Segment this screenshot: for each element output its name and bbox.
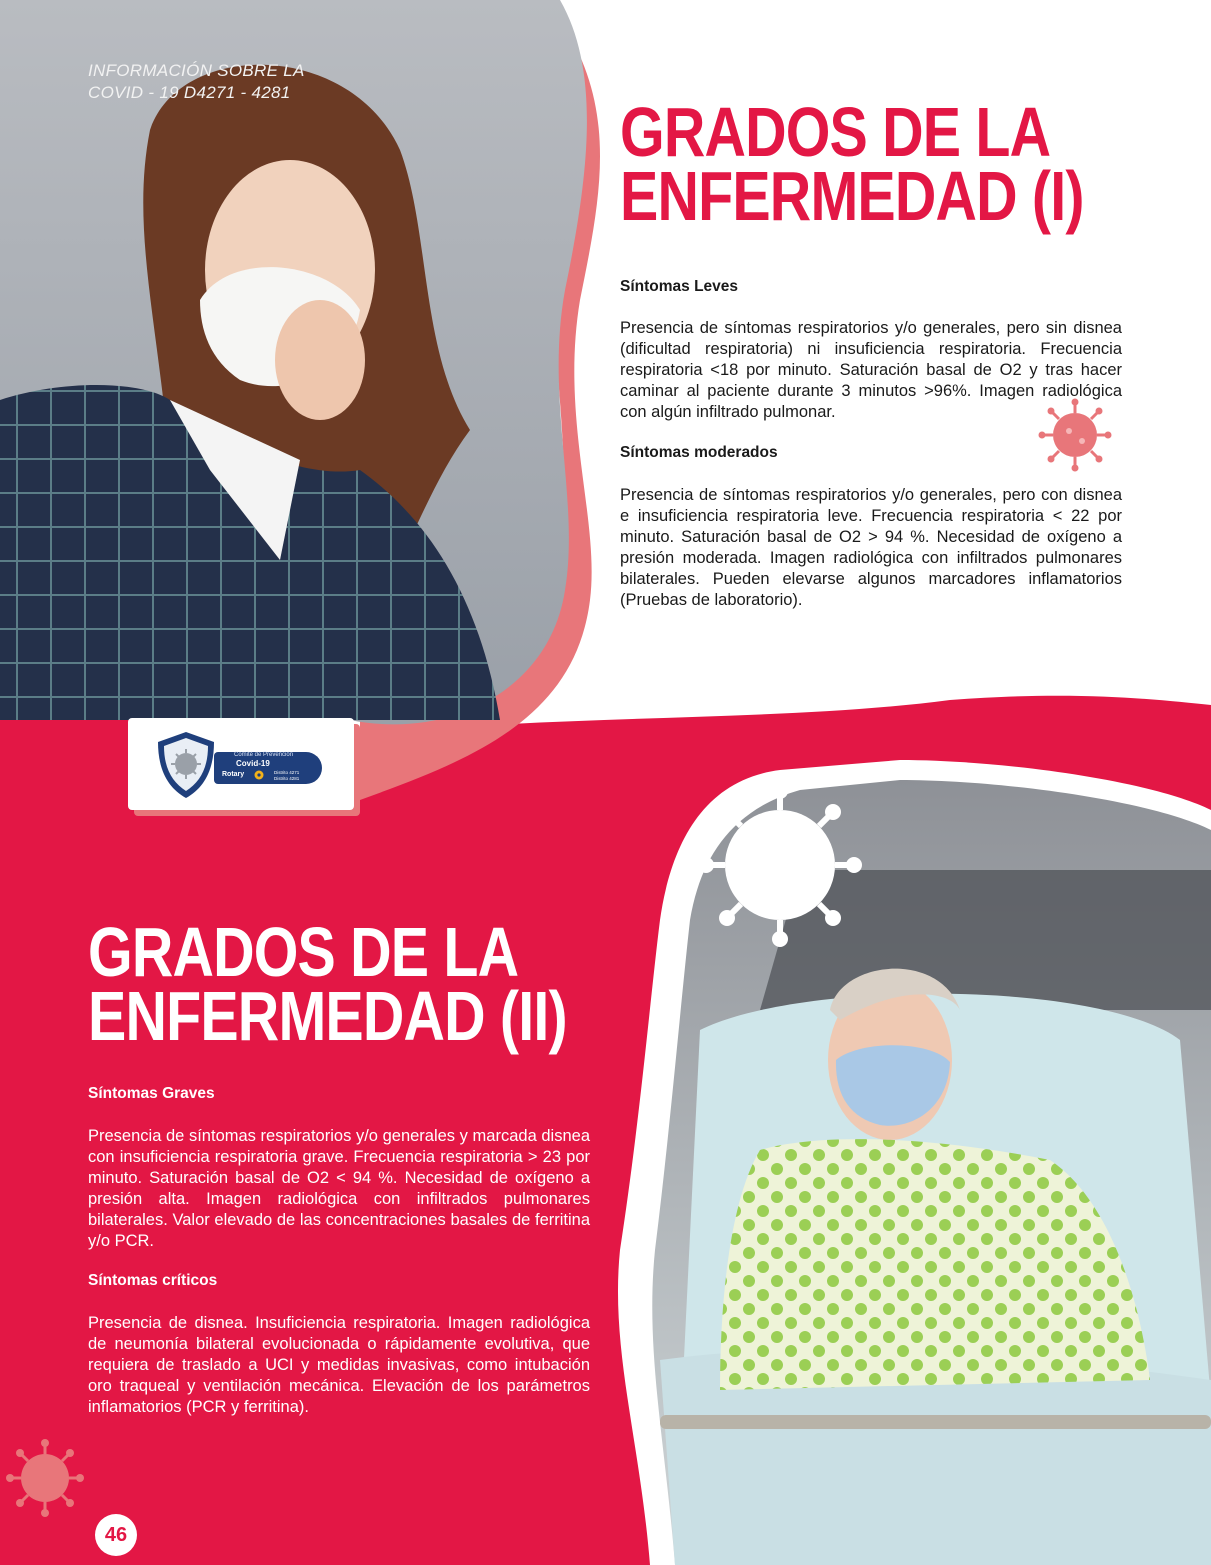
section-text-criticos: Presencia de disnea. Insuficiencia respiratoria. Imagen radiológica de neumonía bilateral evolucionada o rápidamente evolutiva, que requiera de traslado a UCI y medidas invasivas, como intubación oro traqueal y ventilación mecánica. Elevación de los parámetros inflamatorios (PCR y ferritina).: [88, 1314, 590, 1416]
section-text-moderados: Presencia de síntomas respiratorios y/o generales, pero con disnea e insuficiencia respiratoria leve. Frecuencia respiratoria < 22 por minuto. Saturación basal de O2 > 94 %. Necesidad de oxígeno a presión moderada. Imagen radiológica con infiltrados pulmonares bilaterales. Pueden elevarse algunos marcadores inflamatorios (Pruebas de laboratorio).: [620, 486, 1122, 609]
logo-covid-text: Covid-19: [236, 759, 270, 768]
logo-rotary-text: Rotary: [222, 771, 245, 778]
section-heading-leves: Síntomas Leves: [620, 278, 739, 295]
page-title-part-1: [620, 93, 1084, 235]
section-heading-graves: Síntomas Graves: [88, 1085, 215, 1102]
logo-small-text: Comité de Prevención: [234, 752, 294, 758]
rotary-wheel-icon: [254, 770, 264, 780]
logo-distrito-2: Distrito 4281: [274, 776, 300, 781]
logo-distrito-1: Distrito 4271: [274, 770, 300, 775]
title-1-line-1: GRADOS DE LA: [620, 93, 1051, 171]
header-line-2: COVID - 19 D4271 - 4281: [88, 83, 291, 102]
document-header: [88, 60, 305, 104]
covid-prevention-logo: [128, 718, 354, 810]
title-2-line-2: ENFERMEDAD (II): [88, 977, 567, 1055]
virus-icon: [6, 1439, 84, 1517]
shield-virus-icon: [154, 730, 218, 800]
page-number: 46: [95, 1514, 137, 1556]
virus-icon: [698, 783, 862, 947]
logo-banner: [214, 752, 322, 784]
section-heading-criticos: Síntomas críticos: [88, 1272, 218, 1289]
title-1-line-2: ENFERMEDAD (I): [620, 157, 1084, 235]
page-title-part-2: [88, 913, 567, 1055]
title-2-line-1: GRADOS DE LA: [88, 913, 519, 991]
section-heading-moderados: Síntomas moderados: [620, 444, 778, 461]
header-line-1: INFORMACIÓN SOBRE LA: [88, 61, 305, 80]
section-text-leves: Presencia de síntomas respiratorios y/o generales, pero sin disnea (dificultad respiratoria) ni insuficiencia respiratoria. Frecuencia respiratoria <18 por minuto. Saturación basal de O2 y tras hacer caminar al paciente durante 3 minutos >96%. Imagen radiológica con algún infiltrado pulmonar.: [620, 319, 1122, 421]
logo-distrito-text: [274, 770, 299, 782]
section-text-graves: Presencia de síntomas respiratorios y/o generales y marcada disnea con insuficiencia respiratoria grave. Frecuencia respiratoria > 23 por minuto. Saturación basal de O2 < 94 %. Necesidad de oxígeno a presión alta. Imagen radiológica con infiltrados pulmonares bilaterales. Valor elevado de las concentraciones basales de ferritina y/o PCR.: [88, 1127, 590, 1250]
